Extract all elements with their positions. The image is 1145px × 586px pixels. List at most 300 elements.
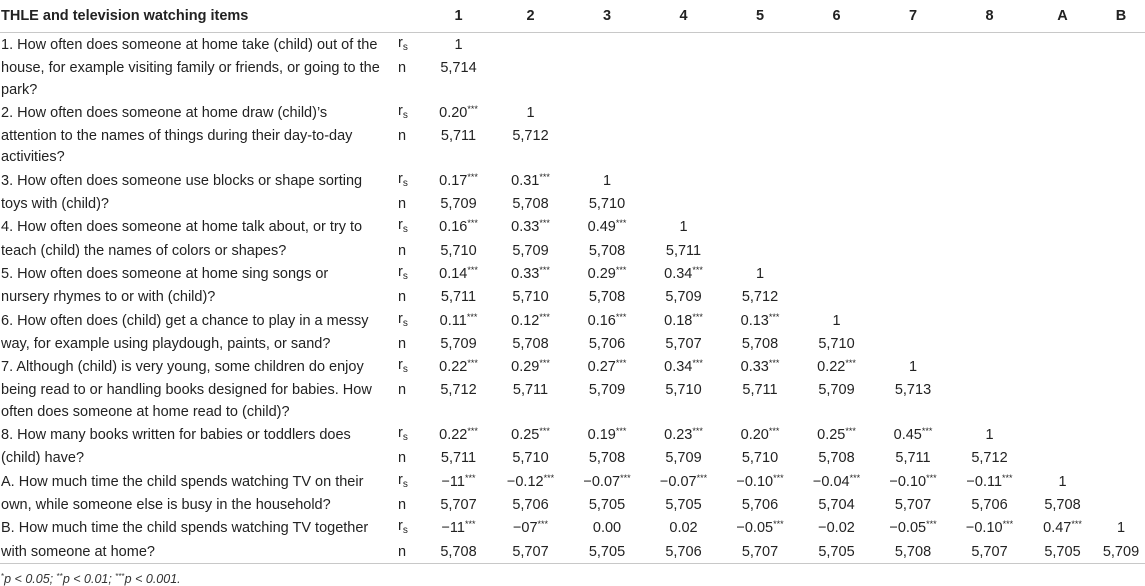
cell-n bbox=[875, 334, 951, 355]
item-text-line: activities? bbox=[1, 149, 65, 166]
cell-empty bbox=[425, 147, 492, 168]
item-text-line: 1. How often does someone at home take (child) out of the bbox=[1, 37, 378, 53]
cell-rs-value: 0.29 bbox=[511, 359, 540, 376]
cell-rs bbox=[1097, 423, 1145, 448]
cell-empty bbox=[645, 402, 722, 423]
stat-rs-sub: s bbox=[402, 478, 408, 490]
cell-rs-sig: *** bbox=[615, 311, 627, 322]
cell-rs bbox=[492, 262, 569, 287]
stat-label-rs bbox=[393, 355, 425, 380]
cell-rs-value: −0.02 bbox=[818, 520, 855, 537]
cell-rs bbox=[645, 262, 722, 287]
footnote-sig: ** bbox=[56, 571, 63, 581]
item-text-line: 2. How often does someone at home draw (child)’s bbox=[1, 104, 328, 121]
cell-rs-sig: *** bbox=[615, 426, 627, 437]
cell-n: 5,711 bbox=[440, 450, 477, 467]
cell-rs-sig: *** bbox=[692, 311, 703, 322]
cell-rs-sig: *** bbox=[467, 264, 478, 275]
cell-rs-value: −0.07 bbox=[659, 473, 697, 490]
cell-rs bbox=[1097, 309, 1145, 334]
cell-rs bbox=[722, 101, 798, 126]
cell-rs-value: 0.12 bbox=[511, 312, 540, 329]
cell-empty bbox=[645, 80, 722, 101]
table-row bbox=[0, 147, 1145, 168]
cell-n bbox=[645, 194, 722, 215]
cell-empty bbox=[1097, 402, 1145, 423]
cell-n bbox=[1097, 58, 1145, 79]
cell-empty bbox=[722, 402, 798, 423]
table-row bbox=[0, 516, 1145, 541]
cell-rs-sig: *** bbox=[1071, 519, 1082, 530]
cell-rs-sig: *** bbox=[467, 426, 478, 437]
cell-rs-value: 0.27 bbox=[587, 359, 616, 376]
stat-label-empty bbox=[393, 80, 425, 101]
cell-rs bbox=[569, 355, 645, 380]
cell-rs bbox=[1028, 355, 1097, 380]
cell-rs bbox=[951, 470, 1028, 495]
cell-n: 5,705 bbox=[588, 496, 626, 513]
cell-n bbox=[722, 194, 798, 215]
cell-n: 5,706 bbox=[741, 496, 779, 513]
cell-rs-value: 0.00 bbox=[592, 520, 622, 537]
cell-rs bbox=[492, 101, 569, 126]
cell-n bbox=[1028, 380, 1097, 401]
cell-empty bbox=[1097, 80, 1145, 101]
cell-rs-value: 1 bbox=[985, 427, 994, 444]
cell-rs-sig: *** bbox=[845, 358, 856, 369]
stat-rs-main: r bbox=[398, 102, 403, 119]
cell-rs bbox=[798, 423, 875, 448]
cell-rs-value: 0.17 bbox=[439, 172, 468, 189]
cell-rs-sig: *** bbox=[539, 358, 550, 369]
header-col: 6 bbox=[798, 0, 875, 33]
cell-rs bbox=[1028, 516, 1097, 541]
cell-rs bbox=[951, 516, 1028, 541]
cell-rs-value: 0.16 bbox=[587, 312, 616, 329]
item-text-line: nursery rhymes to or with (child)? bbox=[1, 289, 216, 306]
cell-n: 5,709 bbox=[818, 382, 855, 399]
cell-empty bbox=[492, 402, 569, 423]
cell-n bbox=[1097, 194, 1145, 215]
cell-rs-sig: *** bbox=[467, 103, 478, 114]
cell-rs bbox=[798, 215, 875, 240]
cell-n: 5,708 bbox=[512, 335, 549, 352]
footnote-text: p < 0.01; bbox=[62, 571, 116, 586]
cell-n: 5,707 bbox=[951, 542, 1028, 564]
cell-rs bbox=[722, 470, 798, 495]
cell-rs-value: 0.14 bbox=[439, 265, 468, 282]
cell-n: 5,710 bbox=[440, 242, 477, 259]
cell-n: 5,711 bbox=[440, 128, 477, 145]
cell-n: 5,709 bbox=[588, 382, 626, 399]
cell-n bbox=[492, 58, 569, 79]
cell-n: 5,705 bbox=[569, 542, 645, 564]
cell-n bbox=[875, 194, 951, 215]
cell-empty bbox=[569, 402, 645, 423]
cell-n: 5,712 bbox=[512, 128, 549, 145]
stat-label-rs bbox=[393, 423, 425, 448]
cell-rs bbox=[492, 516, 569, 541]
footnote-sig: * bbox=[1, 571, 5, 581]
cell-rs bbox=[951, 169, 1028, 194]
cell-rs bbox=[798, 470, 875, 495]
cell-rs bbox=[1028, 423, 1097, 448]
cell-rs bbox=[569, 169, 645, 194]
cell-empty bbox=[1028, 402, 1097, 423]
cell-rs bbox=[951, 355, 1028, 380]
cell-n bbox=[1028, 287, 1097, 308]
cell-n: 5,713 bbox=[894, 382, 932, 399]
cell-n: 5,710 bbox=[512, 450, 549, 467]
cell-rs-value: 0.31 bbox=[511, 172, 540, 189]
stat-label-rs bbox=[393, 516, 425, 541]
stat-rs-sub: s bbox=[402, 432, 408, 444]
stat-rs-sub: s bbox=[402, 525, 408, 537]
cell-n: 5,704 bbox=[818, 496, 855, 513]
cell-rs-value: 0.49 bbox=[587, 219, 616, 236]
table-row bbox=[0, 262, 1145, 287]
table-body bbox=[0, 33, 1145, 564]
header-col: 8 bbox=[951, 0, 1028, 33]
cell-rs-sig: *** bbox=[539, 171, 550, 182]
item-text-line: often does someone at home read to (child)? bbox=[1, 403, 290, 420]
cell-n bbox=[1028, 241, 1097, 262]
cell-n: 5,712 bbox=[440, 382, 477, 399]
cell-rs bbox=[875, 33, 951, 59]
stat-label-n: n bbox=[398, 382, 407, 399]
cell-n: 5,707 bbox=[894, 496, 932, 513]
stat-rs-sub: s bbox=[402, 177, 408, 189]
cell-empty bbox=[722, 80, 798, 101]
cell-n bbox=[1097, 126, 1145, 147]
cell-n: 5,706 bbox=[588, 335, 626, 352]
cell-rs bbox=[798, 169, 875, 194]
cell-rs bbox=[645, 215, 722, 240]
cell-rs bbox=[1097, 169, 1145, 194]
cell-rs-value: −0.05 bbox=[736, 520, 774, 537]
cell-n: 5,705 bbox=[1028, 542, 1097, 564]
cell-rs bbox=[569, 215, 645, 240]
cell-rs bbox=[1097, 516, 1145, 541]
cell-empty bbox=[569, 80, 645, 101]
cell-rs-value: 0.20 bbox=[439, 104, 468, 121]
stat-rs-main: r bbox=[398, 518, 403, 535]
cell-rs bbox=[492, 215, 569, 240]
header-stat bbox=[393, 0, 425, 33]
stat-rs-sub: s bbox=[402, 317, 408, 329]
cell-n bbox=[569, 58, 645, 79]
cell-rs-value: 0.34 bbox=[664, 359, 693, 376]
cell-rs-value: 0.22 bbox=[439, 427, 468, 444]
cell-rs-value: 0.33 bbox=[511, 219, 540, 236]
cell-rs bbox=[875, 309, 951, 334]
cell-n bbox=[798, 241, 875, 262]
table-row bbox=[0, 355, 1145, 380]
header-col: A bbox=[1028, 0, 1097, 33]
item-text-line: 3. How often does someone use blocks or shape sorting bbox=[1, 172, 363, 189]
cell-n: 5,710 bbox=[741, 450, 779, 467]
cell-n bbox=[951, 380, 1028, 401]
cell-n: 5,711 bbox=[742, 382, 778, 399]
cell-rs-sig: *** bbox=[539, 426, 550, 437]
stat-label-n: n bbox=[398, 242, 407, 259]
cell-n bbox=[1028, 126, 1097, 147]
cell-rs bbox=[798, 101, 875, 126]
table-row bbox=[0, 380, 1145, 401]
stat-rs-sub: s bbox=[402, 224, 408, 236]
stat-rs-main: r bbox=[398, 35, 403, 51]
stat-rs-main: r bbox=[398, 217, 403, 234]
cell-rs bbox=[1028, 169, 1097, 194]
table-row bbox=[0, 448, 1145, 469]
cell-rs-value: 0.34 bbox=[664, 265, 693, 282]
stat-label-rs bbox=[393, 101, 425, 126]
item-text-line: teach (child) the names of colors or shapes? bbox=[1, 242, 287, 259]
cell-rs bbox=[875, 516, 951, 541]
cell-n bbox=[569, 126, 645, 147]
cell-n: 5,712 bbox=[971, 450, 1008, 467]
cell-rs bbox=[722, 215, 798, 240]
table-row bbox=[0, 194, 1145, 215]
cell-n bbox=[1097, 495, 1145, 516]
cell-rs bbox=[569, 309, 645, 334]
cell-rs bbox=[951, 101, 1028, 126]
cell-rs-sig: *** bbox=[615, 358, 627, 369]
cell-n bbox=[951, 241, 1028, 262]
stat-label-rs bbox=[393, 33, 425, 59]
stat-label-rs bbox=[393, 169, 425, 194]
cell-rs-value: 0.20 bbox=[740, 427, 769, 444]
cell-n: 5,706 bbox=[645, 542, 722, 564]
cell-empty bbox=[1028, 80, 1097, 101]
header-col: 2 bbox=[492, 0, 569, 33]
cell-rs-value: 0.33 bbox=[740, 359, 769, 376]
cell-n bbox=[645, 58, 722, 79]
item-text-line: B. How much time the child spends watching TV together bbox=[1, 520, 369, 537]
cell-n: 5,714 bbox=[440, 60, 477, 77]
cell-rs bbox=[569, 33, 645, 59]
cell-rs bbox=[645, 423, 722, 448]
cell-rs-sig: *** bbox=[620, 472, 631, 483]
cell-n bbox=[722, 241, 798, 262]
cell-rs bbox=[425, 33, 492, 59]
cell-n bbox=[722, 58, 798, 79]
cell-n bbox=[1097, 380, 1145, 401]
cell-rs bbox=[798, 309, 875, 334]
cell-empty bbox=[492, 80, 569, 101]
cell-rs-value: 0.18 bbox=[664, 312, 693, 329]
cell-n: 5,707 bbox=[492, 542, 569, 564]
stat-label-n: n bbox=[393, 542, 425, 564]
stat-rs-main: r bbox=[398, 425, 403, 442]
cell-rs bbox=[722, 262, 798, 287]
cell-rs bbox=[645, 309, 722, 334]
cell-empty bbox=[569, 147, 645, 168]
cell-rs bbox=[425, 309, 492, 334]
cell-rs-sig: *** bbox=[1002, 472, 1013, 483]
cell-n bbox=[1028, 334, 1097, 355]
cell-n: 5,708 bbox=[1044, 496, 1081, 513]
cell-rs-value: 1 bbox=[832, 312, 841, 329]
cell-n bbox=[722, 126, 798, 147]
cell-rs-value: −11 bbox=[441, 473, 465, 490]
item-text-line: way, for example using playdough, paints, or sand? bbox=[1, 335, 331, 352]
cell-rs-sig: *** bbox=[926, 472, 937, 483]
stat-rs-main: r bbox=[398, 310, 403, 327]
cell-n: 5,706 bbox=[512, 496, 549, 513]
cell-rs bbox=[1028, 470, 1097, 495]
cell-rs-value: −0.05 bbox=[889, 520, 927, 537]
cell-empty bbox=[1028, 147, 1097, 168]
stat-rs-main: r bbox=[398, 263, 403, 280]
cell-rs bbox=[875, 355, 951, 380]
cell-n bbox=[951, 126, 1028, 147]
item-text-line: house, for example visiting family or friends, or going to the bbox=[1, 60, 380, 77]
cell-rs bbox=[722, 423, 798, 448]
cell-n: 5,709 bbox=[665, 450, 702, 467]
cell-rs bbox=[1097, 215, 1145, 240]
header-col: 1 bbox=[425, 0, 492, 33]
cell-rs bbox=[722, 355, 798, 380]
table-row bbox=[0, 309, 1145, 334]
cell-n: 5,711 bbox=[440, 289, 477, 306]
cell-n: 5,705 bbox=[798, 542, 875, 564]
cell-n: 5,708 bbox=[425, 542, 492, 564]
header-col: 7 bbox=[875, 0, 951, 33]
cell-rs-value: −07 bbox=[512, 520, 538, 537]
stat-rs-sub: s bbox=[402, 109, 408, 121]
stat-label-rs bbox=[393, 309, 425, 334]
table-row bbox=[0, 334, 1145, 355]
cell-rs bbox=[425, 355, 492, 380]
table-row bbox=[0, 241, 1145, 262]
cell-rs-value: 0.16 bbox=[439, 219, 468, 236]
cell-n: 5,705 bbox=[665, 496, 702, 513]
cell-rs-value: 0.33 bbox=[511, 265, 540, 282]
stat-label-n: n bbox=[398, 496, 407, 513]
cell-n: 5,710 bbox=[588, 196, 626, 213]
cell-n bbox=[1028, 58, 1097, 79]
stat-label-rs bbox=[393, 215, 425, 240]
cell-rs bbox=[951, 262, 1028, 287]
cell-rs-sig: *** bbox=[692, 426, 703, 437]
cell-rs-sig: *** bbox=[1002, 519, 1014, 530]
cell-n bbox=[875, 287, 951, 308]
cell-rs bbox=[425, 423, 492, 448]
table-row bbox=[0, 287, 1145, 308]
cell-rs-sig: *** bbox=[692, 358, 703, 369]
cell-rs-value: 0.22 bbox=[439, 359, 468, 376]
cell-rs bbox=[645, 470, 722, 495]
cell-rs bbox=[1097, 262, 1145, 287]
cell-rs bbox=[492, 33, 569, 59]
cell-rs bbox=[951, 309, 1028, 334]
cell-rs bbox=[1028, 262, 1097, 287]
table-row bbox=[0, 215, 1145, 240]
stat-label-n: n bbox=[398, 60, 407, 77]
cell-n: 5,707 bbox=[665, 335, 702, 352]
item-text-line: 7. Although (child) is very young, some children do enjoy bbox=[1, 359, 364, 376]
cell-n: 5,708 bbox=[741, 335, 779, 352]
cell-rs-sig: *** bbox=[543, 472, 555, 483]
cell-rs bbox=[1097, 470, 1145, 495]
cell-empty bbox=[492, 147, 569, 168]
cell-n: 5,708 bbox=[512, 196, 549, 213]
cell-rs-value: −0.04 bbox=[812, 473, 850, 490]
cell-rs-value: −0.10 bbox=[965, 520, 1003, 537]
cell-rs bbox=[1028, 309, 1097, 334]
stat-rs-sub: s bbox=[402, 270, 408, 282]
table-row bbox=[0, 402, 1145, 423]
cell-rs-sig: *** bbox=[692, 264, 703, 275]
cell-rs-value: 1 bbox=[755, 265, 765, 282]
cell-n bbox=[951, 194, 1028, 215]
cell-rs bbox=[492, 355, 569, 380]
table-row bbox=[0, 33, 1145, 59]
cell-n: 5,711 bbox=[895, 450, 931, 467]
cell-rs bbox=[875, 262, 951, 287]
cell-rs-sig: *** bbox=[537, 519, 549, 530]
cell-n: 5,708 bbox=[588, 289, 626, 306]
cell-rs-sig: *** bbox=[773, 519, 784, 530]
item-text-line: 8. How many books written for babies or toddlers does bbox=[1, 427, 351, 444]
header-col: 5 bbox=[722, 0, 798, 33]
cell-rs bbox=[569, 262, 645, 287]
cell-rs-value: 0.13 bbox=[740, 312, 769, 329]
item-text-line: A. How much time the child spends watching TV on their bbox=[1, 473, 364, 490]
cell-rs-value: 1 bbox=[454, 37, 463, 53]
stat-label-n: n bbox=[398, 335, 407, 352]
cell-n bbox=[951, 287, 1028, 308]
cell-rs-sig: *** bbox=[615, 264, 627, 275]
cell-n bbox=[875, 241, 951, 262]
cell-rs bbox=[722, 169, 798, 194]
cell-rs-sig: *** bbox=[768, 426, 780, 437]
cell-rs bbox=[569, 423, 645, 448]
cell-rs bbox=[569, 101, 645, 126]
cell-rs bbox=[492, 309, 569, 334]
cell-rs bbox=[425, 470, 492, 495]
header-col: B bbox=[1097, 0, 1145, 33]
cell-rs bbox=[492, 470, 569, 495]
cell-empty bbox=[798, 80, 875, 101]
stat-label-n: n bbox=[398, 450, 407, 467]
table-row bbox=[0, 423, 1145, 448]
item-text-line: 6. How often does (child) get a chance to play in a messy bbox=[1, 312, 369, 329]
cell-rs bbox=[798, 33, 875, 59]
cell-rs bbox=[1097, 101, 1145, 126]
cell-rs bbox=[798, 516, 875, 541]
item-text-line: park? bbox=[1, 81, 38, 98]
cell-rs-value: −0.11 bbox=[966, 473, 1003, 490]
cell-rs-value: −0.12 bbox=[506, 473, 544, 490]
cell-rs-sig: *** bbox=[615, 218, 627, 229]
cell-rs bbox=[875, 470, 951, 495]
stat-label-empty bbox=[393, 402, 425, 423]
cell-rs bbox=[425, 262, 492, 287]
cell-rs-value: −0.10 bbox=[736, 473, 774, 490]
cell-rs bbox=[645, 101, 722, 126]
cell-n bbox=[951, 58, 1028, 79]
cell-n: 5,709 bbox=[512, 242, 549, 259]
cell-n bbox=[875, 126, 951, 147]
cell-rs-sig: *** bbox=[768, 311, 780, 322]
cell-rs bbox=[875, 215, 951, 240]
table-row bbox=[0, 542, 1145, 564]
table-row bbox=[0, 470, 1145, 495]
cell-empty bbox=[875, 80, 951, 101]
cell-empty bbox=[951, 80, 1028, 101]
